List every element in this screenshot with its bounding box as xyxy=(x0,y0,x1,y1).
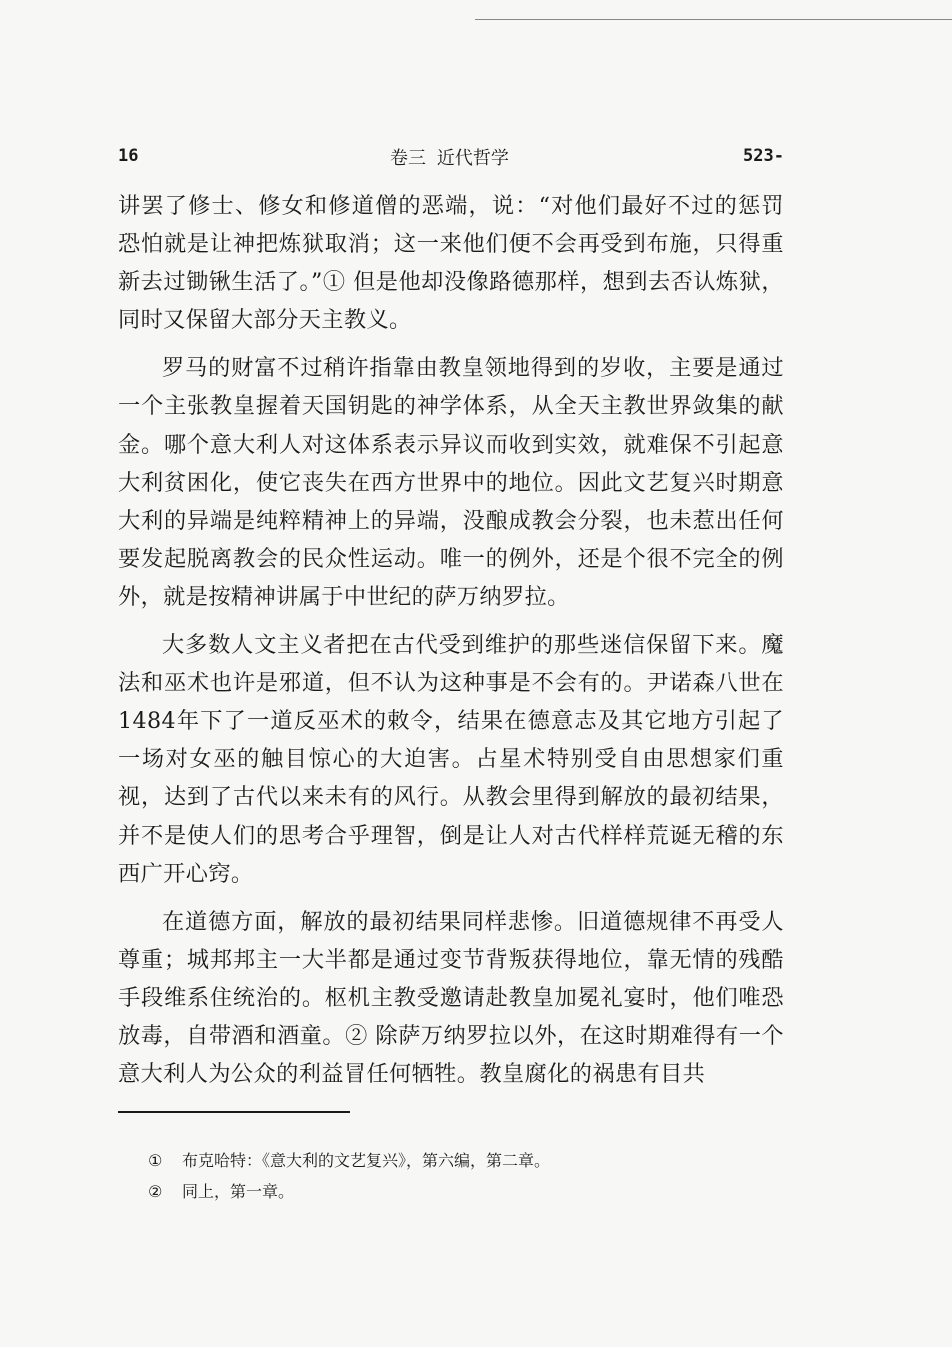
running-header xyxy=(118,138,784,172)
footnote-mark: ② xyxy=(148,1182,163,1201)
footnote xyxy=(148,1145,768,1176)
paragraph: 讲罢了修士、修女和修道僧的恶端，说：“对他们最好不过的惩罚恐怕就是让神把炼狱取消；这一来他们便不会再受到布施，只得重新去过锄锹生活了。”① 但是他却没像路德那样，想到去否认炼狱，同时又保留大部分天主教义。 xyxy=(118,193,784,334)
paragraph: 在道德方面，解放的最初结果同样悲惨。旧道德规律不再受人尊重；城邦邦主一大半都是通过变节背叛获得地位，靠无情的残酷手段维系住统治的。枢机主教受邀请赴教皇加冕礼宴时，他们唯恐放毒，自带酒和酒童。② 除萨万纳罗拉以外，在这时期难得有一个意大利人为公众的利益冒任何牺牲。教皇腐化的祸患有目共 xyxy=(118,908,784,1088)
scan-edge-line xyxy=(475,19,952,20)
footnote-text: 同上，第一章。 xyxy=(182,1182,295,1201)
footnotes xyxy=(148,1145,768,1207)
body-text xyxy=(118,187,784,1093)
footnote-mark: ① xyxy=(148,1151,163,1170)
paragraph: 大多数人文主义者把在古代受到维护的那些迷信保留下来。魔法和巫术也许是邪道，但不认为这种事是不会有的。尹诺森八世在1484年下了一道反巫术的敕令，结果在德意志及其它地方引起了一场对女巫的触目惊心的大迫害。占星术特别受自由思想家们重视，达到了古代以来未有的风行。从教会里得到解放的最初结果，并不是使人们的思考合乎理智，倒是让人对古代样样荒诞无稽的东西广开心窍。 xyxy=(118,632,784,887)
footnote xyxy=(148,1176,768,1207)
footnote-text: 布克哈特：《意大利的文艺复兴》，第六编，第二章。 xyxy=(182,1151,551,1170)
footnote-rule xyxy=(118,1111,350,1113)
right-page-number: 523- xyxy=(743,146,784,166)
running-title: 卷三 近代哲学 xyxy=(390,148,509,169)
paragraph: 罗马的财富不过稍许指靠由教皇领地得到的岁收，主要是通过一个主张教皇握着天国钥匙的神学体系，从全天主教世界敛集的献金。哪个意大利人对这体系表示异议而收到实效，就难保不引起意大利贫困化，使它丧失在西方世界中的地位。因此文艺复兴时期意大利的异端是纯粹精神上的异端，没酿成教会分裂，也未惹出任何要发起脱离教会的民众性运动。唯一的例外，还是个很不完全的例外，就是按精神讲属于中世纪的萨万纳罗拉。 xyxy=(118,355,784,610)
left-page-number: 16 xyxy=(118,146,139,166)
